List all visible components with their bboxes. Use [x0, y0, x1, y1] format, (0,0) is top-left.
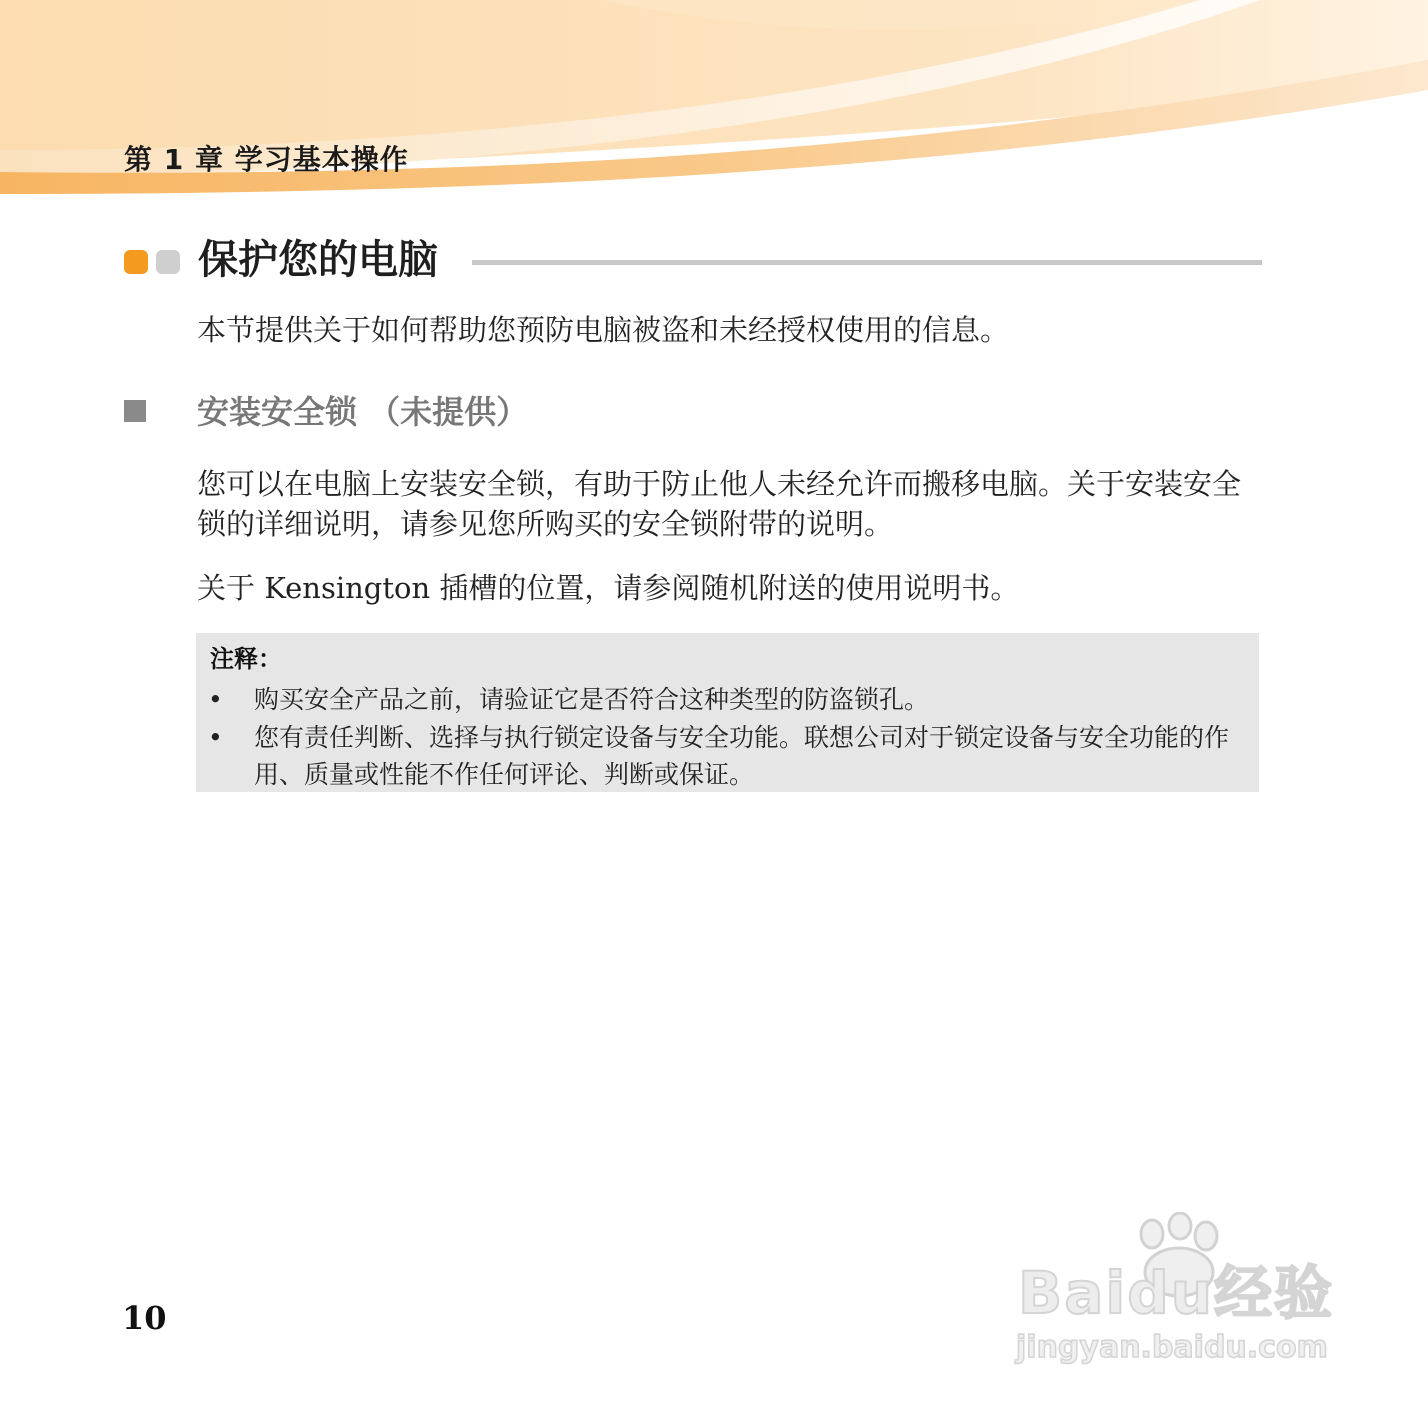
subsection-title: 安装安全锁 （未提供） [197, 393, 529, 431]
kensington-paragraph: 关于 Kensington 插槽的位置，请参阅随机附送的使用说明书。 [197, 571, 1020, 605]
watermark-brand: Baidu经验 [1018, 1259, 1335, 1327]
section-intro: 本节提供关于如何帮助您预防电脑被盗和未经授权使用的信息。 [197, 313, 1010, 347]
section-heading [124, 232, 1262, 288]
chapter-title: 第 1 章 学习基本操作 [124, 143, 409, 176]
note-label: 注释： [210, 645, 282, 673]
page-number: 10 [122, 1299, 167, 1337]
gray-square-icon [156, 250, 180, 274]
bullet-dot-icon: • [208, 723, 223, 752]
section-title: 保护您的电脑 [198, 237, 438, 283]
note-item-text: 购买安全产品之前，请验证它是否符合这种类型的防盗锁孔。 [254, 685, 930, 714]
orange-square-icon [124, 250, 148, 274]
bullet-dot-icon: • [208, 685, 223, 714]
section-divider [472, 260, 1262, 265]
watermark-url: jingyan.baidu.com [1016, 1330, 1328, 1365]
lock-install-paragraph: 您可以在电脑上安装安全锁，有助于防止他人未经允许而搬移电脑。关于安装安全锁的详细说明，请参见您所购买的安全锁附带的说明。 [197, 467, 1242, 541]
note-item-text: 您有责任判断、选择与执行锁定设备与安全功能。联想公司对于锁定设备与安全功能的作用、质量或性能不作任何评论、判断或保证。 [254, 723, 1230, 789]
baidu-watermark [1010, 1212, 1350, 1372]
square-bullet-icon [124, 400, 146, 422]
note-box [196, 633, 1259, 792]
